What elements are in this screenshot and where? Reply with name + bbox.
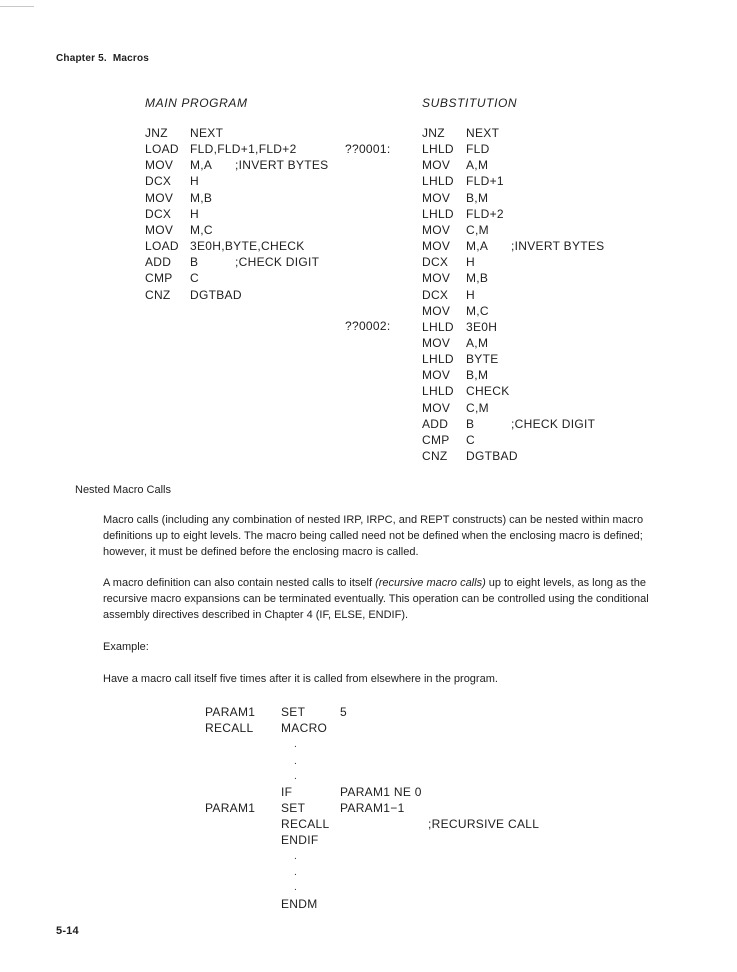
code-op: LOAD <box>145 142 179 157</box>
main-program-heading: MAIN PROGRAM <box>145 96 248 110</box>
code-arg: B,M <box>466 368 489 383</box>
example-recall-op: RECALL <box>281 817 330 831</box>
code-op: LHLD <box>422 174 454 189</box>
ellipsis-dot: . <box>294 882 297 893</box>
code-arg: M,C <box>190 222 213 237</box>
example-endm-op: ENDM <box>281 897 318 911</box>
code-op: MOV <box>145 222 174 237</box>
code-op: MOV <box>422 303 451 318</box>
code-arg: H <box>190 206 199 221</box>
ellipsis-dot: . <box>294 756 297 767</box>
code-arg: M,A <box>466 239 489 254</box>
code-arg: C <box>466 432 475 447</box>
example-recall-comment: ;RECURSIVE CALL <box>428 817 540 831</box>
label-0001: ??0001: <box>345 142 391 156</box>
code-arg: FLD,FLD+1,FLD+2 <box>190 142 297 157</box>
example-set-op: SET <box>281 801 306 815</box>
code-comment: ;INVERT BYTES <box>511 239 605 254</box>
example-l1-op: SET <box>281 705 306 719</box>
code-op: CNZ <box>422 449 448 463</box>
ellipsis-dot: . <box>294 867 297 878</box>
code-op: CNZ <box>145 287 171 302</box>
code-op: LHLD <box>422 352 454 367</box>
code-op: CMP <box>145 271 173 286</box>
example-label: Example: <box>103 641 149 653</box>
code-arg: H <box>190 174 199 189</box>
example-l1-label: PARAM1 <box>205 705 256 719</box>
code-comment: ;CHECK DIGIT <box>235 255 320 270</box>
code-arg: NEXT <box>466 126 500 140</box>
code-arg: FLD+2 <box>466 206 504 221</box>
code-comment: ;INVERT BYTES <box>235 158 329 173</box>
paragraph-2-italic: (recursive macro calls) <box>375 577 486 589</box>
code-op: JNZ <box>422 126 445 140</box>
code-op: ADD <box>145 255 172 270</box>
code-op: MOV <box>422 158 451 173</box>
page-number: 5-14 <box>56 925 79 937</box>
code-arg: FLD+1 <box>466 174 504 189</box>
code-op: LHLD <box>422 319 454 334</box>
code-arg: H <box>466 287 475 302</box>
paragraph-1 <box>103 512 675 560</box>
code-op: CMP <box>422 432 450 447</box>
code-arg: BYTE <box>466 352 499 367</box>
paragraph-2-end: up to eight levels, as long as the recursive macro expansions can be terminated eventually. This operation can be controlled using the conditional assembly directives described in Chapter 4 (IF, ELSE, ENDIF). <box>103 577 649 621</box>
paragraph-1-text: Macro calls (including any combination of nested IRP, IRPC, and REPT constructs) can be nested within macro definitions up to eight levels. The macro being called need not be defined when the enclosing macro is defined; however, it must be defined before the enclosing macro is called. <box>103 514 644 558</box>
code-op: LOAD <box>145 239 179 254</box>
example-description: Have a macro call itself five times after it is called from elsewhere in the program. <box>103 673 498 685</box>
code-op: MOV <box>145 158 174 173</box>
chapter-header: Chapter 5. Macros <box>56 53 150 64</box>
code-arg: H <box>466 255 475 270</box>
code-arg: B,M <box>466 190 489 205</box>
code-op: MOV <box>422 400 451 415</box>
code-op: ADD <box>422 416 449 431</box>
code-op: DCX <box>145 174 172 189</box>
paragraph-2 <box>103 575 675 623</box>
top-edge-mark <box>0 6 34 7</box>
code-arg: A,M <box>466 158 489 173</box>
example-l1-arg: 5 <box>340 705 347 719</box>
code-arg: A,M <box>466 335 489 350</box>
code-arg: NEXT <box>190 126 224 140</box>
code-arg: M,A <box>190 158 213 173</box>
example-l2-op: MACRO <box>281 721 328 735</box>
code-arg: DGTBAD <box>190 287 242 302</box>
ellipsis-dot: . <box>294 739 297 750</box>
code-arg: DGTBAD <box>466 449 518 463</box>
code-op: DCX <box>422 255 449 270</box>
example-set-arg: PARAM1−1 <box>340 801 405 815</box>
example-if-arg: PARAM1 NE 0 <box>340 785 422 799</box>
code-op: MOV <box>145 190 174 205</box>
example-endif-op: ENDIF <box>281 833 319 847</box>
substitution-heading: SUBSTITUTION <box>422 96 518 110</box>
code-op: MOV <box>422 335 451 350</box>
section-title: Nested Macro Calls <box>75 484 171 496</box>
code-op: MOV <box>422 222 451 237</box>
code-arg: 3E0H <box>466 319 498 334</box>
code-arg: 3E0H,BYTE,CHECK <box>190 239 305 254</box>
code-arg: B <box>190 255 199 270</box>
example-set-label: PARAM1 <box>205 801 256 815</box>
code-arg: CHECK <box>466 384 510 399</box>
code-arg: M,B <box>190 190 213 205</box>
code-op: DCX <box>145 206 172 221</box>
code-op: DCX <box>422 287 449 302</box>
code-arg: M,B <box>466 271 489 286</box>
label-0002: ??0002: <box>345 319 391 333</box>
code-op: LHLD <box>422 206 454 221</box>
code-arg: FLD <box>466 142 490 157</box>
code-arg: B <box>466 416 475 431</box>
paragraph-2-text <box>103 575 675 623</box>
ellipsis-dot: . <box>294 771 297 782</box>
code-op: LHLD <box>422 142 454 157</box>
code-op: JNZ <box>145 126 168 140</box>
code-op: MOV <box>422 368 451 383</box>
ellipsis-dot: . <box>294 851 297 862</box>
code-op: LHLD <box>422 384 454 399</box>
code-comment: ;CHECK DIGIT <box>511 416 596 431</box>
example-if-op: IF <box>281 785 293 799</box>
code-arg: M,C <box>466 303 489 318</box>
code-arg: C <box>190 271 199 286</box>
code-arg: C,M <box>466 400 489 415</box>
example-l2-label: RECALL <box>205 721 254 735</box>
paragraph-2-start: A macro definition can also contain nested calls to itself <box>103 577 376 589</box>
code-op: MOV <box>422 190 451 205</box>
code-op: MOV <box>422 271 451 286</box>
code-op: MOV <box>422 239 451 254</box>
code-arg: C,M <box>466 222 489 237</box>
